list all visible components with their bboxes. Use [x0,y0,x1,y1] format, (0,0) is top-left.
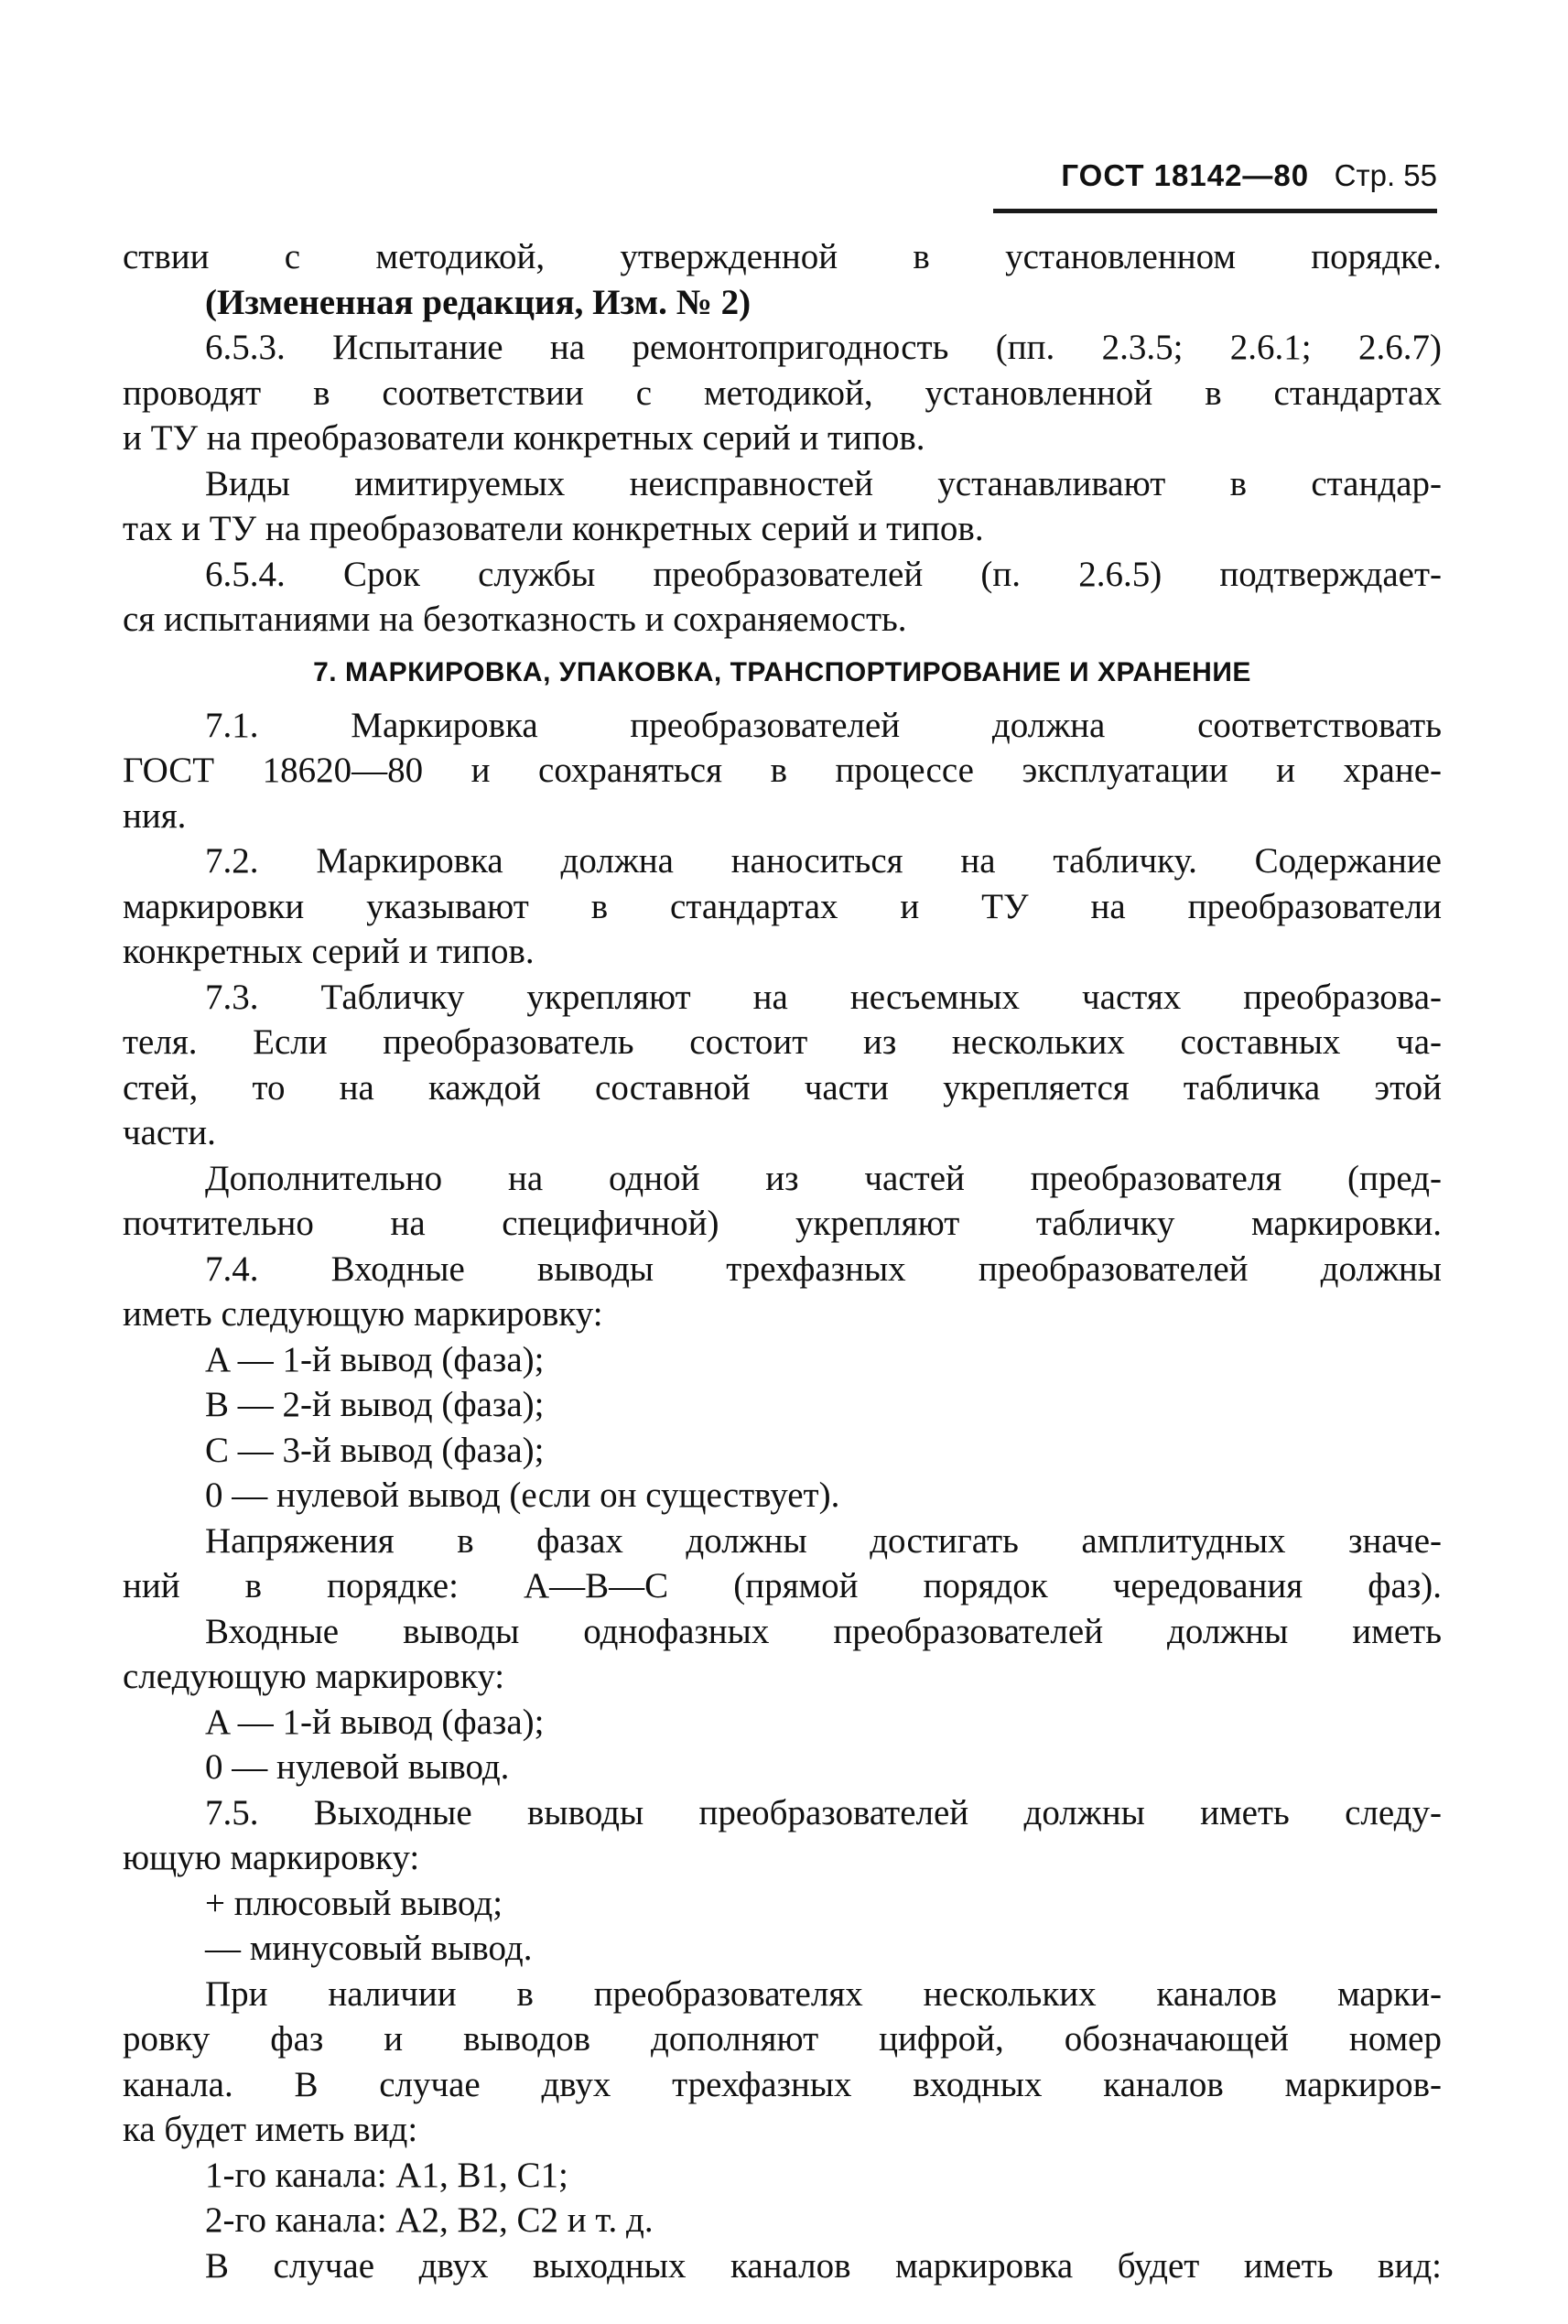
header-rule [993,209,1437,213]
text-line: 6.5.3. Испытание на ремонтопригодность (пп. 2.3.5; 2.6.1; 2.6.7) [205,328,1442,367]
text-line: A — 1-й вывод (фаза); [205,1702,545,1742]
text-line: 0 — нулевой вывод. [205,1747,510,1787]
text-line: следующую маркировку: [123,1657,505,1696]
text-line: B — 2-й вывод (фаза); [205,1385,545,1424]
page-number: Стр. 55 [1334,158,1437,192]
text-line: почтительно на специфичной) укрепляют табличку маркировки. [123,1204,1442,1243]
text-line: Напряжения в фазах должны достигать амплитудных значе- [205,1520,1442,1561]
text-line: 7.2. Маркировка должна наноситься на табличку. Содержание [205,841,1442,881]
text-line: + плюсовый вывод; [205,1883,503,1923]
text-line: ний в порядке: A—B—C (прямой порядок чередования фаз). [123,1566,1442,1605]
text-line: 7.5. Выходные выводы преобразователей должны иметь следу- [205,1792,1442,1832]
text-line: и ТУ на преобразователи конкретных серий и типов. [123,418,925,458]
text-line: 7.4. Входные выводы трехфазных преобразователей должны [205,1248,1442,1289]
text-line: ся испытаниями на безотказность и сохраняемость. [123,600,907,639]
text-line: (Измененная редакция, Изм. № 2) [205,282,752,322]
text-line: проводят в соответствии с методикой, установленной в стандартах [123,373,1442,413]
text-line: В случае двух выходных каналов маркировка будет иметь вид: [205,2245,1442,2286]
text-line: 0 — нулевой вывод (если он существует). [205,1475,840,1515]
text-line: ка будет иметь вид: [123,2110,418,2149]
text-line: Входные выводы однофазных преобразователей должны иметь [205,1611,1442,1651]
text-line: конкретных серий и типов. [123,932,535,971]
text-line: канала. В случае двух трехфазных входных каналов маркиров- [123,2064,1442,2104]
text-line: Виды имитируемых неисправностей устанавливают в стандар- [205,463,1442,503]
text-line: ГОСТ 18620—80 и сохраняться в процессе эксплуатации и хране- [123,751,1442,790]
text-line: иметь следующую маркировку: [123,1294,603,1334]
standard-number: ГОСТ 18142—80 [1061,158,1310,192]
running-header [993,157,1437,194]
text-line: ющую маркировку: [123,1838,420,1877]
text-line: ровку фаз и выводов дополняют цифрой, обозначающей номер [123,2019,1442,2059]
body-text [123,234,1442,2288]
text-line: — минусовый вывод. [205,1929,533,1968]
text-line: 7.1. Маркировка преобразователей должна соответствовать [205,705,1442,745]
text-line: ствии с методикой, утвержденной в установленном порядке. [123,237,1442,276]
text-line: тах и ТУ на преобразователи конкретных серий и типов. [123,509,984,548]
text-line: 1-го канала: A1, B1, C1; [205,2155,568,2195]
text-line: 7.3. Табличку укрепляют на несъемных частях преобразова- [205,977,1442,1017]
text-line: стей, то на каждой составной части укрепляется табличка этой [123,1067,1442,1108]
text-line: маркировки указывают в стандартах и ТУ на преобразователи [123,886,1442,926]
section-heading: 7. МАРКИРОВКА, УПАКОВКА, ТРАНСПОРТИРОВАНИЕ И ХРАНЕНИЕ [313,656,1251,687]
text-line: A — 1-й вывод (фаза); [205,1339,545,1379]
text-line: 2-го канала: A2, B2, C2 и т. д. [205,2200,654,2240]
text-line: теля. Если преобразователь состоит из нескольких составных ча- [123,1022,1442,1062]
text-line: При наличии в преобразователях нескольких каналов марки- [205,1973,1442,2014]
text-line: C — 3-й вывод (фаза); [205,1430,545,1470]
text-line: части. [123,1113,216,1152]
text-line: ния. [123,795,187,836]
text-line: Дополнительно на одной из частей преобразователя (пред- [205,1158,1442,1198]
text-line: 6.5.4. Срок службы преобразователей (п. 2.6.5) подтверждает- [205,554,1442,594]
